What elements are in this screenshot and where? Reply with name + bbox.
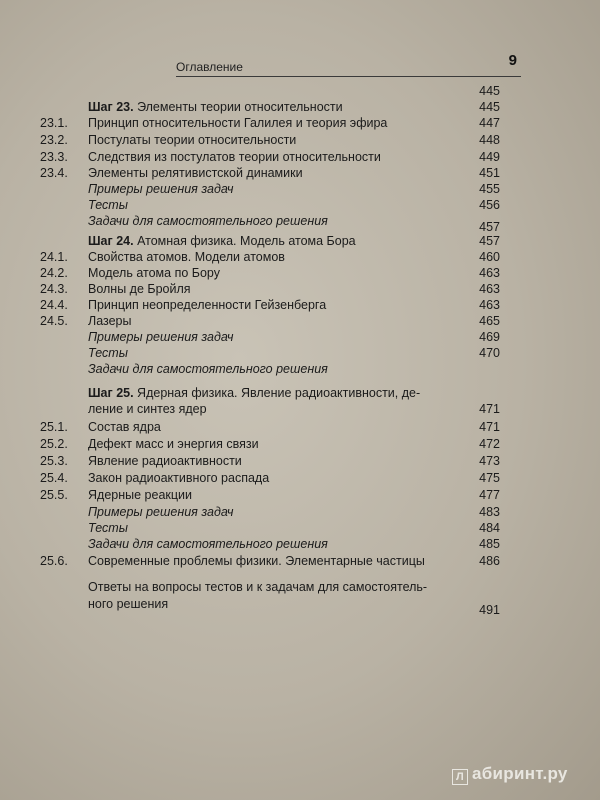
toc-title: Современные проблемы физики. Элементарные частицы (88, 554, 425, 568)
toc-title: Ядерные реакции (88, 488, 192, 502)
step-number: Шаг 25. (88, 386, 134, 400)
header-page-number: 9 (508, 52, 517, 69)
toc-number: 25.1. (40, 420, 68, 434)
watermark-logo (452, 764, 568, 785)
toc-title: Тесты (88, 346, 128, 360)
toc-title: Волны де Бройля (88, 282, 191, 296)
toc-page: 445 (479, 100, 500, 114)
toc-title: Задачи для самостоятельного решения (88, 214, 328, 228)
toc-title: Тесты (88, 521, 128, 535)
toc-number: 25.2. (40, 437, 68, 451)
toc-title: Элементы релятивистской динамики (88, 166, 303, 180)
toc-title: Ответы на вопросы тестов и к задачам для самостоятель- (88, 580, 428, 594)
toc-page: 485 (479, 537, 500, 551)
toc-page: 471 (479, 402, 500, 416)
toc-number: 25.5. (40, 488, 68, 502)
toc-number: 23.4. (40, 166, 68, 180)
step-title: Атомная физика. Модель атома Бора (137, 234, 356, 248)
toc-page: 463 (479, 298, 500, 312)
toc-title: Задачи для самостоятельного решения (88, 362, 328, 376)
watermark-text: абиринт.ру (472, 764, 568, 783)
toc-number: 24.2. (40, 266, 68, 280)
toc-title: Состав ядра (88, 420, 161, 434)
toc-page: 457 (479, 234, 500, 248)
toc-number: 24.5. (40, 314, 68, 328)
toc-page: 457 (479, 220, 500, 234)
toc-page: 475 (479, 471, 500, 485)
toc-number: 23.2. (40, 133, 68, 147)
step-number: Шаг 24. (88, 234, 134, 248)
toc-page: 445 (479, 84, 500, 98)
toc-page: 470 (479, 346, 500, 360)
toc-number: 23.1. (40, 116, 68, 130)
toc-page: 471 (479, 420, 500, 434)
toc-title: Примеры решения задач (88, 505, 234, 519)
header-title: Оглавление (176, 60, 243, 74)
labirint-logo-icon: Л (452, 769, 468, 785)
toc-title: Постулаты теории относительности (88, 133, 297, 147)
toc-title: Закон радиоактивного распада (88, 471, 270, 485)
toc-page: 456 (479, 198, 500, 212)
toc-page: 473 (479, 454, 500, 468)
toc-title: Следствия из постулатов теории относительности (88, 150, 381, 164)
toc-page: 469 (479, 330, 500, 344)
toc-title: Дефект масс и энергия связи (88, 437, 259, 451)
toc-number: 25.3. (40, 454, 68, 468)
toc-title: Тесты (88, 198, 128, 212)
toc-page: 447 (479, 116, 500, 130)
toc-page: 465 (479, 314, 500, 328)
toc-title: Модель атома по Бору (88, 266, 220, 280)
toc-page: 472 (479, 437, 500, 451)
toc-page: 463 (479, 266, 500, 280)
toc-title: Лазеры (88, 314, 132, 328)
toc-title: Примеры решения задач (88, 182, 234, 196)
toc-page: 448 (479, 133, 500, 147)
toc-page: 449 (479, 150, 500, 164)
toc-title: Явление радиоактивности (88, 454, 242, 468)
toc-page: 463 (479, 282, 500, 296)
toc-number: 24.3. (40, 282, 68, 296)
toc-page: 483 (479, 505, 500, 519)
toc-number: 24.4. (40, 298, 68, 312)
toc-number: 25.6. (40, 554, 68, 568)
toc-page: 484 (479, 521, 500, 535)
step-title-continued: ление и синтез ядер (88, 402, 207, 416)
toc-number: 23.3. (40, 150, 68, 164)
toc-page: 451 (479, 166, 500, 180)
toc-title: Принцип относительности Галилея и теория эфира (88, 116, 388, 130)
toc-number: 24.1. (40, 250, 68, 264)
step-number: Шаг 23. (88, 100, 134, 114)
toc-page: 491 (479, 603, 500, 617)
toc-title: Свойства атомов. Модели атомов (88, 250, 285, 264)
toc-title: Задачи для самостоятельного решения (88, 537, 328, 551)
toc-title: Примеры решения задач (88, 330, 234, 344)
toc-page: 486 (479, 554, 500, 568)
toc-number: 25.4. (40, 471, 68, 485)
toc-page: 477 (479, 488, 500, 502)
step-title: Элементы теории относительности (137, 100, 343, 114)
toc-page: 460 (479, 250, 500, 264)
toc-title: Принцип неопределенности Гейзенберга (88, 298, 327, 312)
toc-title-continued: ного решения (88, 597, 169, 611)
step-title: Ядерная физика. Явление радиоактивности, де- (133, 386, 421, 400)
toc-page: 455 (479, 182, 500, 196)
